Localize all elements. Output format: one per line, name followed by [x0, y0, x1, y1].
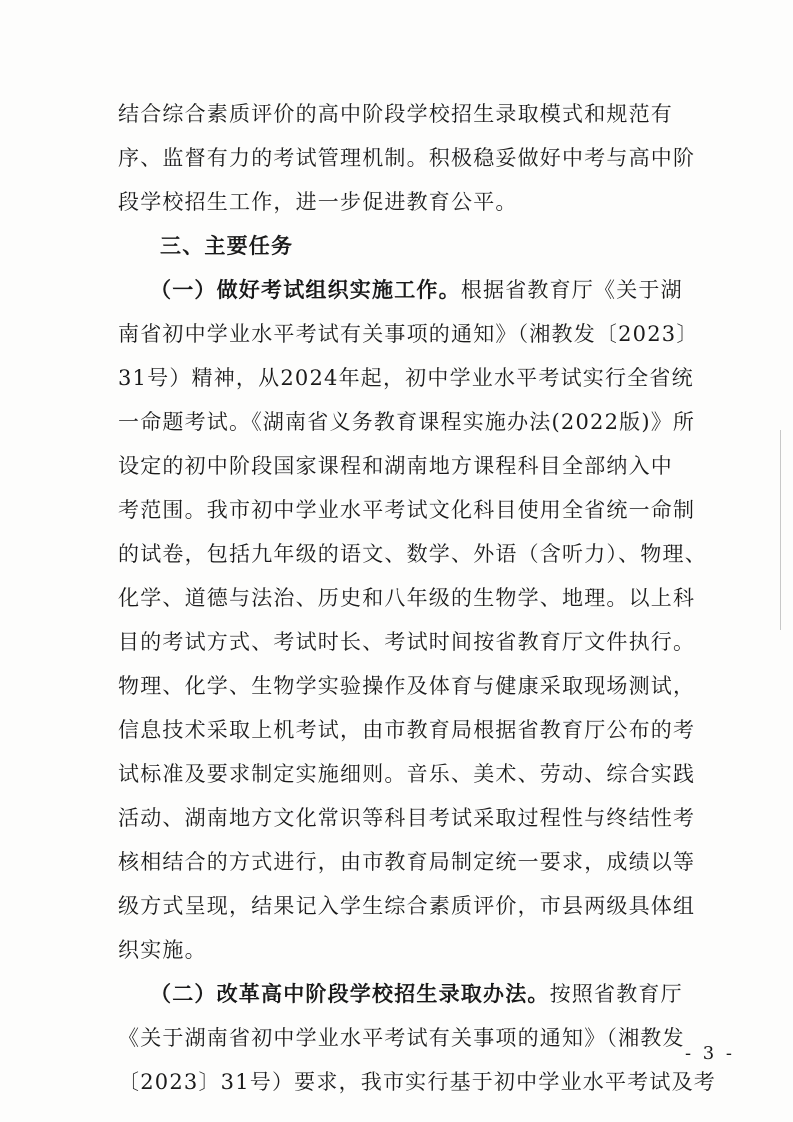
para2-first-line	[150, 980, 720, 1008]
body-line: 目的考试方式、考试时长、考试时间按省教育厅文件执行。	[118, 630, 696, 654]
body-line: 核相结合的方式进行，由市教育局制定统一要求，成绩以等	[118, 850, 696, 874]
para2-heading: （二）改革高中阶段学校招生录取办法。	[150, 982, 550, 1006]
body-line: 活动、湖南地方文化常识等科目考试采取过程性与终结性考	[118, 806, 696, 830]
para1-heading: （一）做好考试组织实施工作。	[150, 278, 461, 302]
page-number: - 3 -	[684, 1043, 735, 1064]
body-line: 结合综合素质评价的高中阶段学校招生录取模式和规范有	[118, 102, 673, 126]
body-line: 织实施。	[118, 938, 207, 962]
body-line: 段学校招生工作，进一步促进教育公平。	[118, 190, 518, 214]
para1-first-line-rest: 根据省教育厅《关于湖	[460, 278, 683, 302]
body-line: 考范围。我市初中学业水平考试文化科目使用全省统一命制	[118, 498, 696, 522]
body-line: 南省初中学业水平考试有关事项的通知》（湘教发〔2023〕	[118, 322, 699, 346]
body-line: 《关于湖南省初中学业水平考试有关事项的通知》（湘教发	[118, 1026, 685, 1050]
body-line: 一命题考试。《湖南省义务教育课程实施办法(2022版)》所	[118, 410, 696, 434]
body-line: 信息技术采取上机考试，由市教育局根据省教育厅公布的考	[118, 718, 696, 742]
body-line: 化学、道德与法治、历史和八年级的生物学、地理。以上科	[118, 586, 696, 610]
body-line: 的试卷，包括九年级的语文、数学、外语（含听力）、物理、	[118, 542, 707, 566]
body-line: 物理、化学、生物学实验操作及体育与健康采取现场测试，	[118, 674, 696, 698]
scan-artifact-line	[780, 430, 781, 630]
body-line: 设定的初中阶段国家课程和湖南地方课程科目全部纳入中	[118, 454, 673, 478]
body-line: 试标准及要求制定实施细则。音乐、美术、劳动、综合实践	[118, 762, 696, 786]
section-heading: 三、主要任务	[160, 234, 294, 258]
para2-first-line-rest: 按照省教育厅	[549, 982, 683, 1006]
body-line: 级方式呈现，结果记入学生综合素质评价，市县两级具体组	[118, 894, 696, 918]
body-line: 31号）精神，从2024年起，初中学业水平考试实行全省统	[118, 366, 694, 390]
para1-first-line	[150, 276, 720, 304]
body-line: 序、监督有力的考试管理机制。积极稳妥做好中考与高中阶	[118, 146, 696, 170]
body-line: 〔2023〕31号）要求，我市实行基于初中学业水平考试及考	[118, 1070, 716, 1094]
